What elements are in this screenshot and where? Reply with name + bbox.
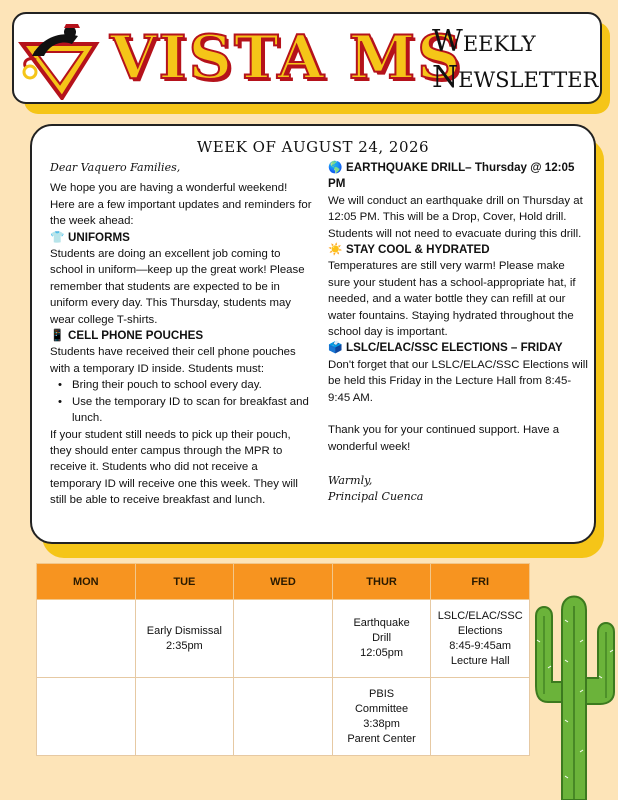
cell-fri-2 [431,678,530,756]
newsletter-title-line1: Weekly [432,24,536,59]
cell-tue-1 [135,600,234,678]
cool-text: Temperatures are still very warm! Please make sure your student has a school-appropriate hat, if needed, and a water bottle they can refill at our water fountains. Staying hydrated throughout the school day is important. [328,260,576,339]
event-line: Lecture Hall [450,654,510,667]
cell-mon-2 [37,678,136,756]
day-header-wed: WED [234,564,333,600]
shirt-icon: 👕 [50,230,65,244]
table-row [37,600,530,678]
elections-heading [328,340,590,356]
sun-icon: ☀️ [328,243,343,257]
cool-heading [328,242,590,258]
uniforms-heading [50,230,312,246]
event-line: 8:45-9:45am [449,639,512,652]
left-column [50,160,312,509]
list-item: • Bring their pouch to school every day. [72,377,312,393]
event-line: Elections [457,624,503,637]
cell-thur-2 [332,678,431,756]
uniforms-title: UNIFORMS [68,230,130,244]
cool-title: STAY COOL & HYDRATED [346,243,490,257]
event-line: Early Dismissal [146,624,222,637]
cell-thur-1 [332,600,431,678]
greeting: Dear Vaquero Families, [50,161,181,174]
newsletter-title [432,24,598,96]
right-column [328,160,590,506]
event-line: LSLC/ELAC/SSC [437,609,523,622]
elections-title: LSLC/ELAC/SSC ELECTIONS – FRIDAY [346,341,563,355]
cell-tue-2 [135,678,234,756]
cell-mon-1 [37,600,136,678]
closing-text: Thank you for your continued support. Have a wonderful week! [328,424,560,453]
uniforms-text: Students are doing an excellent job coming to school in uniform—keep up the great work! Please remember that students are expected to be in uniform every day. This Thursday, students may wear college T-shirts. [50,248,305,326]
phone-title: CELL PHONE POUCHES [68,329,204,343]
signoff: Warmly, [328,473,373,487]
day-header-thur: THUR [332,564,431,600]
event-line: 2:35pm [166,639,203,652]
event-line: 3:38pm [363,717,400,730]
phone-text: Students have received their cell phone pouches with a temporary ID inside. Students must: [50,346,296,375]
event-line: 12:05pm [360,647,403,659]
earthquake-text: We will conduct an earthquake drill on Thursday at 12:05 PM. This will be a Drop, Cover, Hold drill. Students will not need to evacuate during this drill. [328,194,583,240]
cell-wed-2 [234,678,333,756]
newsletter-card [30,124,596,544]
event-line: Committee [354,702,409,715]
earthquake-title: EARTHQUAKE DRILL– Thursday @ 12:05 PM [328,161,575,191]
cactus-icon [530,582,616,800]
earthquake-heading [328,160,590,193]
signature: Principal Cuenca [328,490,424,504]
day-header-tue: TUE [135,564,234,600]
cell-wed-1 [234,600,333,678]
phone-bullets [50,377,312,426]
day-header-fri: FRI [431,564,530,600]
newsletter-title-line2: Newsletter [432,60,599,95]
ballot-box-icon: 🗳️ [328,341,343,355]
phone-heading [50,328,312,344]
cell-fri-1 [431,600,530,678]
intro-text: We hope you are having a wonderful weekend! Here are a few important updates and reminders for the week ahead: [50,182,312,228]
elections-text: Don't forget that our LSLC/ELAC/SSC Elections will be held this Friday in the Lecture Hall from 8:45-9:45 AM. [328,358,588,404]
week-title: WEEK OF AUGUST 24, 2026 [196,138,430,156]
newsletter-header [12,12,602,104]
vaquero-mascot-icon [18,22,100,100]
table-row [37,678,530,756]
phone-followup-text: If your student still needs to pick up their pouch, they should enter campus through the MPR to receive it. Students who did not receive a temporary ID will receive one this week. They will still be able to receive breakfast and lunch. [50,428,298,507]
list-item: • Use the temporary ID to scan for breakfast and lunch. [72,394,312,427]
day-header-mon: MON [37,564,136,600]
calendar-header-row [37,564,530,600]
event-line: PBIS [369,687,395,700]
event-line: Parent Center [347,732,416,745]
phone-icon: 📱 [50,329,65,343]
event-line: Earthquake [353,617,410,629]
weekly-calendar [36,563,530,756]
globe-icon: 🌎 [328,161,343,174]
signature-block [328,473,590,506]
school-name: VISTA MS [110,23,463,93]
event-line: Drill [372,632,392,644]
